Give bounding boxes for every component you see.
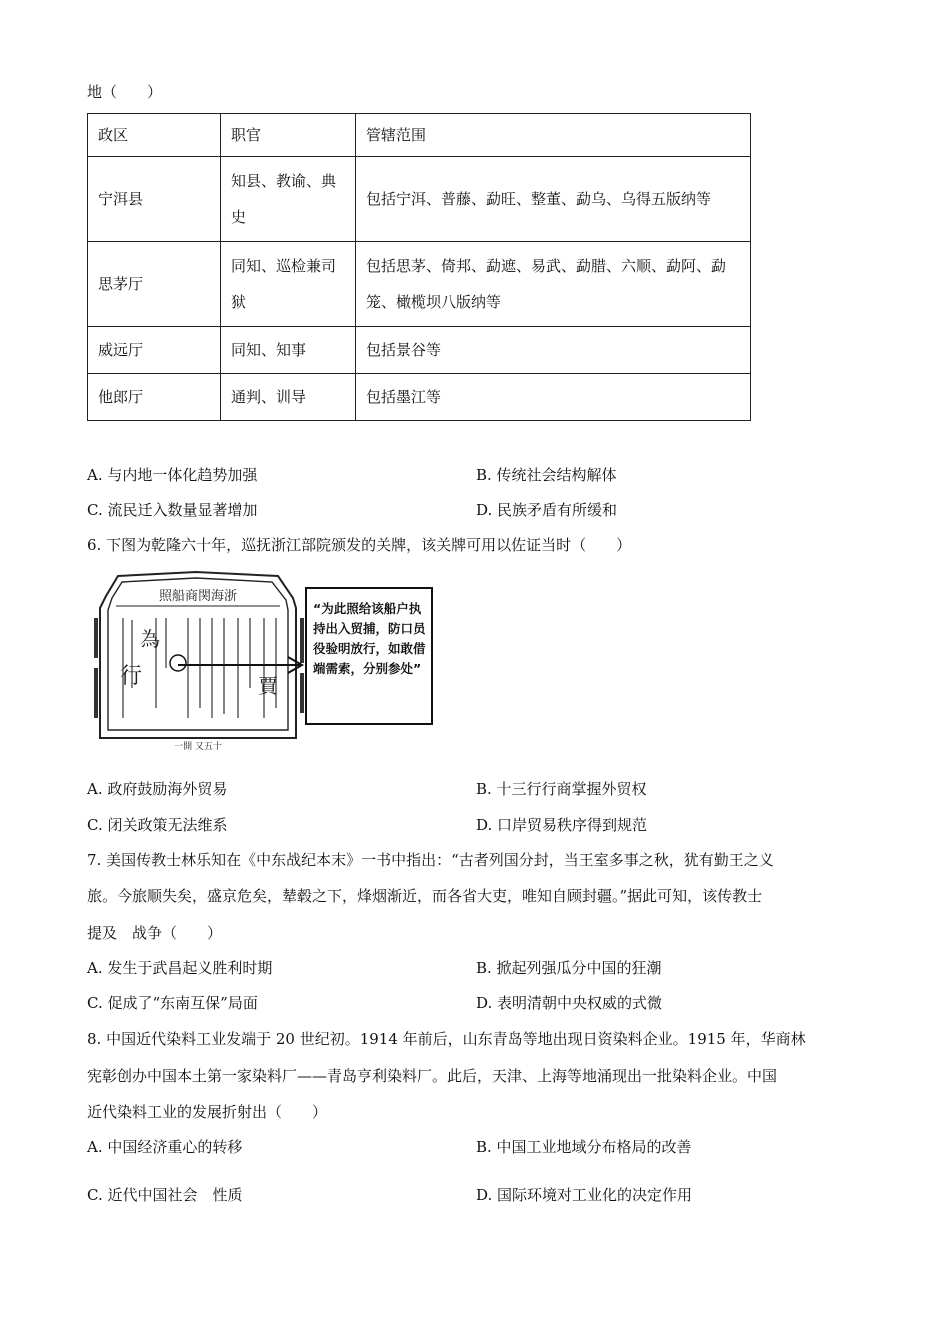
q8-stem-line1: 8. 中国近代染料工业发端于 20 世纪初。1914 年前后，山东青岛等地出现日资染料企业。1915 年，华商林 <box>87 1030 806 1048</box>
table-row <box>88 374 751 421</box>
table-cell-scope: 包括景谷等 <box>356 327 751 374</box>
table-cell-scope: 包括思茅、倚邦、勐遮、易武、勐腊、六顺、勐阿、勐笼、橄榄坝八版纳等 <box>356 242 751 327</box>
q7-option-b: B. 掀起列强瓜分中国的狂潮 <box>476 959 662 977</box>
q7-option-a: A. 发生于武昌起义胜利时期 <box>87 959 273 977</box>
q8-option-a: A. 中国经济重心的转移 <box>87 1138 243 1156</box>
table-row <box>88 242 751 327</box>
pointer-arrow <box>178 655 308 675</box>
table-cell-officials: 知县、教谕、典史 <box>221 157 356 242</box>
plate-big-char: 賈 <box>258 674 278 698</box>
q8-option-b: B. 中国工业地域分布格局的改善 <box>476 1138 692 1156</box>
table-cell-officials: 通判、训导 <box>221 374 356 421</box>
table-row <box>88 327 751 374</box>
q6-option-b: B. 十三行行商掌握外贸权 <box>476 780 647 798</box>
table-header-cell: 政区 <box>88 114 221 157</box>
q6-stem: 6. 下图为乾隆六十年，巡抚浙江部院颁发的关牌，该关牌可用以佐证当时（ ） <box>87 536 632 554</box>
q6-option-a: A. 政府鼓励海外贸易 <box>87 780 228 798</box>
table-cell-region: 威远厅 <box>88 327 221 374</box>
q7-option-c: C. 促成了“东南互保”局面 <box>87 994 258 1012</box>
quote-card-text: “为此照给该船户执持出入贸捕，防口员役验明放行，如敢借端需索，分别参处” <box>313 601 426 676</box>
plate-header-text: 照船商関海浙 <box>158 589 238 604</box>
q8-stem-line3: 近代染料工业的发展折射出（ ） <box>87 1103 328 1121</box>
table-cell-region: 他郎厅 <box>88 374 221 421</box>
table-cell-region: 宁洱县 <box>88 157 221 242</box>
q6-option-c: C. 闭关政策无法维系 <box>87 816 228 834</box>
table-header-cell: 职官 <box>221 114 356 157</box>
question-5-stem-tail: 地（ ） <box>87 83 163 101</box>
q5-option-b: B. 传统社会结构解体 <box>476 466 617 484</box>
table-cell-scope: 包括宁洱、普藤、勐旺、整董、勐乌、乌得五版纳等 <box>356 157 751 242</box>
table-cell-officials: 同知、巡检兼司狱 <box>221 242 356 327</box>
q8-stem-line2: 宪彰创办中国本土第一家染料厂——青岛亨利染料厂。此后，天津、上海等地涌现出一批染料企业。中国 <box>87 1067 778 1085</box>
q7-stem-line3: 提及 战争（ ） <box>87 924 223 942</box>
q5-option-d: D. 民族矛盾有所缓和 <box>476 501 618 519</box>
table-row <box>88 157 751 242</box>
plate-big-char: 為 <box>140 627 160 651</box>
q7-stem-line2: 旅。今旅顺失矣，盛京危矣，辇毂之下，烽烟渐近，而各省大吏，唯知自顾封疆。”据此可知，该传教士 <box>87 887 763 905</box>
plate-big-char: 行 <box>120 664 143 689</box>
q5-option-c: C. 流民迁入数量显著增加 <box>87 501 258 519</box>
table-header-row <box>88 114 751 157</box>
plate-footer-text: 一開 又五十 <box>174 742 222 752</box>
q6-option-d: D. 口岸贸易秩序得到规范 <box>476 816 648 834</box>
q8-option-c: C. 近代中国社会 性质 <box>87 1186 243 1204</box>
quote-card <box>305 587 433 725</box>
q7-option-d: D. 表明清朝中央权威的式微 <box>476 994 663 1012</box>
q5-option-a: A. 与内地一体化趋势加强 <box>87 466 258 484</box>
q7-stem-line1: 7. 美国传教士林乐知在《中东战纪本末》一书中指出：“古者列国分封，当王室多事之秋，犹有勤王之义 <box>87 851 774 869</box>
administrative-table <box>87 113 751 421</box>
table-cell-scope: 包括墨江等 <box>356 374 751 421</box>
q8-option-d: D. 国际环境对工业化的决定作用 <box>476 1186 693 1204</box>
table-cell-region: 思茅厅 <box>88 242 221 327</box>
table-cell-officials: 同知、知事 <box>221 327 356 374</box>
table-header-cell: 管辖范围 <box>356 114 751 157</box>
